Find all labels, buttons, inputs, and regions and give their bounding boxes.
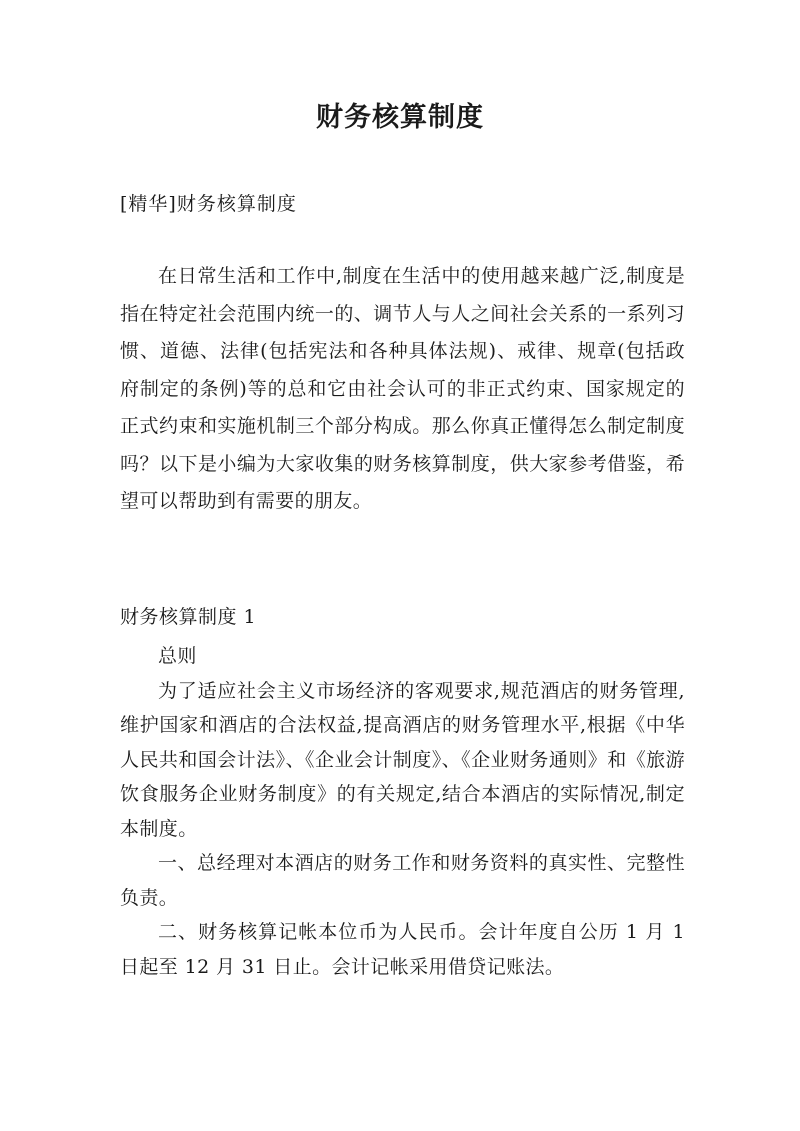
section-body bbox=[120, 639, 685, 984]
section-heading: 财务核算制度 1 bbox=[120, 606, 257, 628]
intro-paragraph: 在日常生活和工作中,制度在生活中的使用越来越广泛,制度是指在特定社会范围内统一的、调节人与人之间社会关系的一系列习惯、道德、法律(包括宪法和各种具体法规)、戒律、规章(包括政府制定的条例)等的总和它由社会认可的非正式约束、国家规定的正式约束和实施机制三个部分构成。那么你真正懂得怎么制定制度吗？以下是小编为大家收集的财务核算制度，供大家参考借鉴，希望可以帮助到有需要的朋友。 bbox=[120, 265, 685, 512]
section-paragraph-general: 总则 bbox=[158, 645, 197, 667]
document-subtitle: [精华]财务核算制度 bbox=[120, 193, 297, 215]
section-paragraph-item-1: 一、总经理对本酒店的财务工作和财务资料的真实性、完整性负责。 bbox=[120, 852, 685, 909]
document-title: 财务核算制度 bbox=[316, 102, 484, 133]
section-paragraph-purpose: 为了适应社会主义市场经济的客观要求,规范酒店的财务管理,维护国家和酒店的合法权益,提高酒店的财务管理水平,根据《中华人民共和国会计法》、《企业会计制度》、《企业财务通则》和《旅游饮食服务企业财务制度》的有关规定,结合本酒店的实际情况,制定本制度。 bbox=[120, 679, 685, 840]
section-paragraph-item-2: 二、财务核算记帐本位币为人民币。会计年度自公历 1 月 1 日起至 12 月 31 日止。会计记帐采用借贷记账法。 bbox=[120, 921, 685, 978]
